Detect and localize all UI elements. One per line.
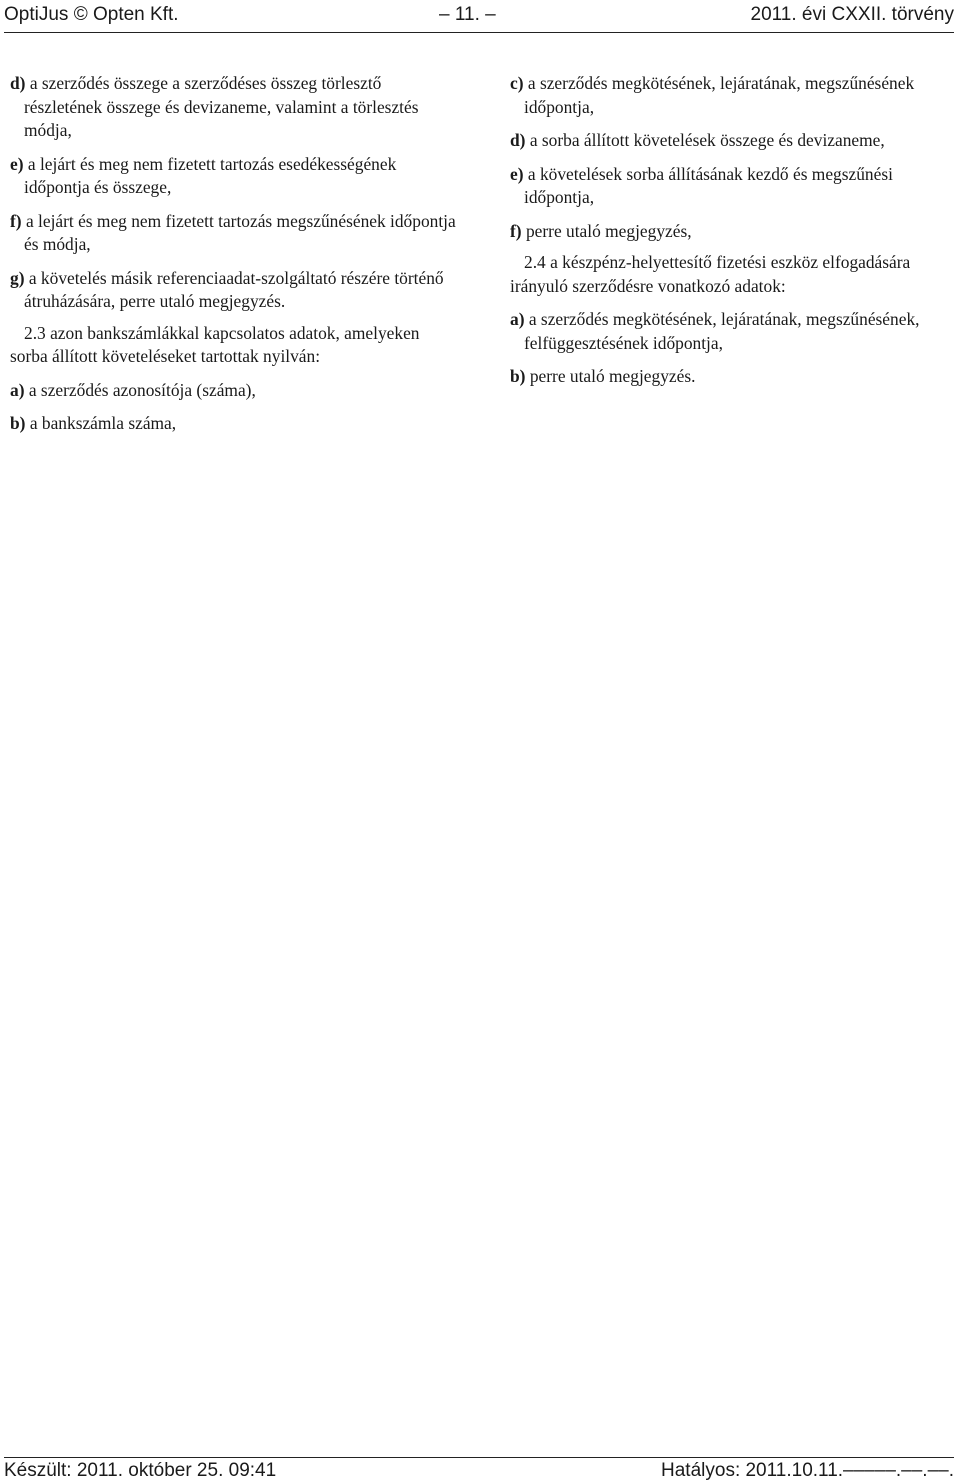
item-label: b)	[510, 366, 526, 386]
list-item	[10, 412, 458, 436]
item-text: a lejárt és meg nem fizetett tartozás esedékességének időpontja és összege,	[24, 153, 397, 197]
footer-created: Készült: 2011. október 25. 09:41	[4, 1460, 277, 1481]
section-paragraph-2-3: 2.3 azon bankszámlákkal kapcsolatos adatok, amelyeken sorba állított követeléseket tartottak nyilván:	[10, 322, 420, 366]
item-text: a sorba állított követelések összege és devizaneme,	[529, 130, 885, 150]
header-page-number: – 11. –	[439, 4, 496, 25]
item-text: a bankszámla száma,	[29, 413, 177, 433]
item-text: a szerződés azonosítója (száma),	[28, 379, 256, 400]
header-law-title: 2011. évi CXXII. törvény	[750, 4, 954, 25]
left-column	[10, 72, 458, 446]
list-item	[510, 72, 958, 119]
section-paragraph-2-4: 2.4 a készpénz-helyettesítő fizetési eszköz elfogadására irányuló szerződésre vonatkozó adatok:	[510, 252, 911, 296]
item-text: a lejárt és meg nem fizetett tartozás megszűnésének időpontja és módja,	[24, 210, 456, 254]
item-label: g)	[10, 267, 25, 288]
item-text: a követelések sorba állításának kezdő és megszűnési időpontja,	[524, 163, 893, 207]
list-item	[10, 72, 458, 143]
item-text: perre utaló megjegyzés.	[529, 366, 696, 386]
item-label: b)	[10, 413, 26, 433]
item-label: d)	[10, 73, 26, 93]
item-label: a)	[510, 309, 525, 329]
list-item	[510, 163, 958, 210]
item-label: d)	[510, 130, 526, 150]
footer-divider	[4, 1457, 954, 1458]
page-footer	[4, 1459, 954, 1483]
item-text: a szerződés megkötésének, lejáratának, megszűnésének időpontja,	[524, 73, 915, 117]
header-publisher: OptiJus © Opten Kft.	[4, 4, 179, 25]
item-label: e)	[510, 163, 524, 184]
list-item	[10, 153, 458, 200]
list-item	[510, 365, 958, 389]
item-text: a szerződés összege a szerződéses összeg törlesztő részletének összege és devizaneme, valamint a törlesztés módja,	[24, 73, 419, 140]
list-item	[10, 267, 458, 314]
item-text: a követelés másik referenciaadat-szolgáltató részére történő átruházására, perre utaló megjegyzés.	[24, 267, 444, 311]
list-item	[510, 129, 958, 153]
list-item	[510, 220, 958, 244]
header-divider	[4, 32, 954, 33]
item-label: e)	[10, 153, 24, 174]
item-label: f)	[510, 220, 522, 241]
page-header	[4, 2, 954, 30]
item-label: c)	[510, 73, 524, 93]
list-item	[510, 308, 958, 355]
right-column	[510, 72, 958, 399]
item-label: f)	[10, 210, 22, 231]
list-item	[10, 210, 458, 257]
list-item	[10, 379, 458, 403]
item-text: perre utaló megjegyzés,	[525, 220, 692, 241]
footer-effective: Hatályos: 2011.10.11.–––––.––.––.	[661, 1460, 954, 1481]
item-text: a szerződés megkötésének, lejáratának, megszűnésének, felfüggesztésének időpontja,	[524, 309, 920, 353]
item-label: a)	[10, 379, 25, 400]
